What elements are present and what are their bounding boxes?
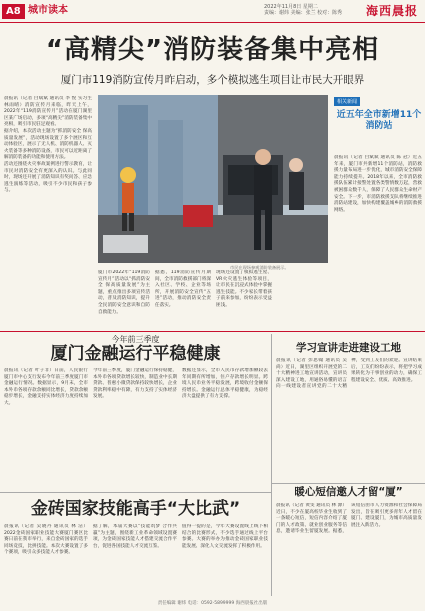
lead-subhead: 厦门市119消防宣传月昨启动，多个模拟逃生项目让市民大开眼界 — [60, 74, 365, 86]
related-news-box — [334, 95, 424, 150]
middle-column-1: 晨报讯（记者 叶子非）日前，人民银行厦门市中心支行发布今年前三季度厦门市金融运行情况。数据显示，9月末，全市本外币各项存款余额同比增长，贷款余额稳步增长，金融支持实体经济力度持续加大。 — [4, 368, 88, 406]
sms-text: 晨报讯（记者 黄雯 通讯员 林 源）近日，不少在厦高校毕业生收到了一条暖心短信，短信内容介绍了厦门的人才政策、就业创业服务等信息，邀请毕业生留厦发展。据悉，该短信由市人力资源和社会保障局发出，旨在吸引更多青年人才留在厦门、建设厦门，为城市高质量发展注入新活力。 — [276, 503, 422, 535]
lead-column-2: 厦门市2022年“119消防宣传月”活动以“抓消防安全 保高质量发展”为主题，重点推出多项宣传活动，普及消防知识，提升全民消防安全意识和自防自救能力。 — [98, 270, 150, 315]
gold-column-1: 晨报讯（记者 吴晓丹 通讯员 林 洁）2022金砖国家职业技能大赛厦门赛区比赛日前在我市举行，来自金砖国家的选手同场竞技，比拼技能。本次大赛设置了多个赛项，吸引众多技能人才参赛。 — [4, 524, 88, 556]
dateline — [264, 4, 362, 16]
lead-photo — [98, 95, 328, 263]
related-news-text: 晨报讯（记者 白斌斌 通讯员 陈 冠）近五年来，厦门市共新增11个消防站，消防救援力量布局进一步优化，城市消防安全保障能力持续提升。2018年以来，全市消防救援队伍累计接警处置各类警情数万起，营救被困群众数千人，保障了人民群众生命财产安全。下一步，市消防救援支队将继续推进消防站建设，加快构建覆盖城乡的消防救援网络。 — [334, 155, 422, 213]
middle-column-3: 数据还显示，全市人民币存款增加额较去年同期有所增加，住户存款增长明显。跨境人民币业务平稳发展，跨境收付金额保持增长。金融运行总体平稳健康，为稳经济大盘提供了有力支撑。 — [182, 368, 268, 400]
gold-headline: 金砖国家技能高手“大比武” — [30, 499, 241, 519]
lead-paragraph: 据介绍，本次活动主题为“抓消防安全 保高质量发展”，活动现场设置了多个展区和互动体验区，展示了无人机、消防机器人、灭火装备等多种消防设备，市民可以近距离了解消防装备的功能和使用方法。 — [4, 128, 92, 161]
study-headline: 学习宣讲走进建设工地 — [296, 342, 401, 354]
middle-headline: 厦门金融运行平稳健康 — [50, 344, 221, 364]
section-divider — [0, 492, 271, 493]
lead-headline: “高精尖”消防装备集中亮相 — [45, 35, 380, 65]
lead-paragraph: 晨报讯（记者 白斌斌 通讯员 李 悦 实习生 林雨晴）消防宣传月来临，昨天上午，2022年“119消防宣传月”活动在厦门湖里区某广场启动，多项“高精尖”消防装备集中亮相，吸引市民驻足观看。 — [4, 96, 92, 128]
photo-caption: 市民在现场参观消防装备展示。 — [230, 265, 289, 270]
fire-equipment-photo — [98, 95, 328, 263]
lead-column-3: 据悉，119消防宣传月期间，全市消防救援部门将深入社区、学校、企业等场所，开展消防安全宣传“五进”活动，推动消防安全责任落实。 — [155, 270, 211, 308]
column-divider — [271, 334, 272, 596]
gold-column-2: 据了解，本届大赛以“技能筑梦 合作共赢”为主题，围绕新工业革命领域设置赛项，为金砖国家技能人才搭建交流合作平台，促进各国技能人才交流互鉴。 — [93, 524, 177, 549]
editors-line: 责编：谢炜 美编：张兰 校对：陈秀 — [264, 10, 343, 16]
newspaper-logo: 海西晨报 — [366, 4, 419, 18]
page-number: A8 — [2, 4, 25, 19]
gold-column-3: 值得一提的是，今年大赛设置线上线下相结合的比赛形式，不少选手通过线上平台参赛。大赛的举办为推动金砖国家职业技能发展、深化人文交流发挥了积极作用。 — [182, 524, 268, 549]
section-divider — [0, 331, 425, 332]
issue-date: 2022年11月8日 星期二 — [264, 4, 318, 10]
lead-column-1 — [4, 96, 92, 328]
middle-column-2: 今年前三季度，厦门金融运行保持稳健，本外币各项贷款增长较快，制造业中长期贷款、普惠小微贷款保持较快增长，企业贷款利率稳中有降，有力支持了实体经济发展。 — [93, 368, 177, 400]
study-text: 晨报讯（记者 彭思翰 通讯员 吴 尚）近日，湖里区组织开展党的二十大精神进工地宣讲活动，宣讲员深入建设工地，用通俗易懂的语言向一线建设者宣讲党的二十大精神，受到工友们的欢迎。宣讲结束后，工友们纷纷表示，将把学习成果转化为干事创业的动力，确保工程建设安全、优质、高效推进。 — [276, 358, 422, 390]
page-footer: 责任编辑 谢炜 电话：0592-5899999 海西晨报社出版 — [157, 601, 268, 606]
masthead — [0, 0, 425, 23]
middle-kicker: 今年前三季度 — [111, 335, 160, 344]
section-name: 城市读本 — [28, 5, 68, 16]
lead-column-4: 现场还设置了模拟逃生屋、VR火灾逃生体验等项目，让市民在沉浸式体验中掌握逃生技能。不少家长带着孩子前来参加，纷纷表示受益匪浅。 — [216, 270, 272, 308]
related-news-tag: 相关新闻 — [334, 97, 360, 106]
sms-headline: 暖心短信邀人才留“厦” — [294, 486, 403, 498]
lead-paragraph: 活动还围绕火灾事故案例进行警示教育，让市民对消防安全有更深入的认识。与此同时，现场还开展了消防知识有奖问答、应急逃生演练等活动，吸引不少市民和孩子参与。 — [4, 161, 92, 194]
section-divider — [272, 483, 425, 484]
related-news-title: 近五年全市新增11个消防站 — [336, 110, 422, 131]
